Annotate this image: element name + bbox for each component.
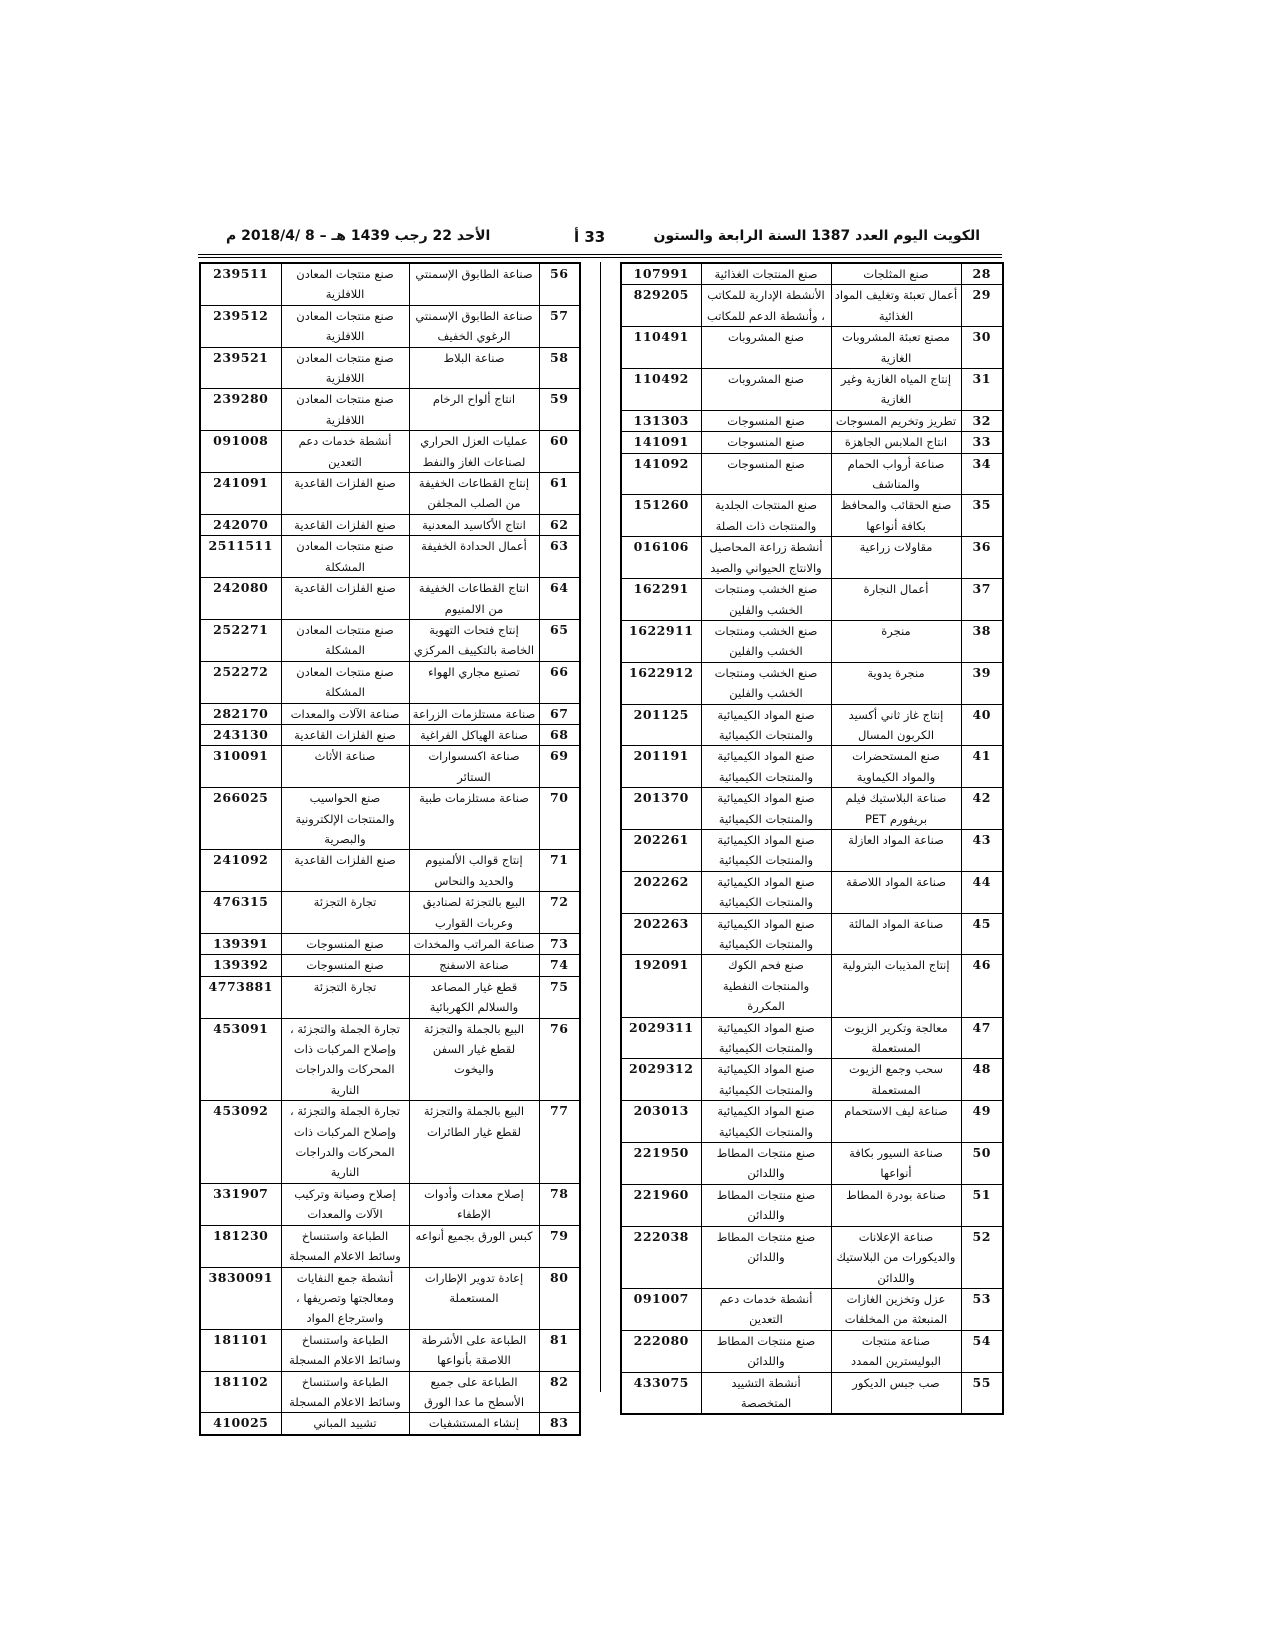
activity-category: صنع منتجات المطاط واللدائن — [701, 1226, 831, 1288]
table-row — [621, 327, 1003, 369]
activity-category: الطباعة واستنساخ وسائط الاعلام المسجلة — [281, 1329, 409, 1371]
activity-code: 201191 — [621, 746, 701, 788]
row-number: 62 — [539, 514, 580, 535]
table-row — [621, 1143, 1003, 1185]
activity-code: 252272 — [200, 661, 281, 703]
activity-category: صنع منتجات المعادن اللافلزية — [281, 305, 409, 347]
activity-category: الطباعة واستنساخ وسائط الاعلام المسجلة — [281, 1371, 409, 1413]
activity-name: البيع بالجملة والتجزئة لقطع غيار الطائرات — [409, 1101, 539, 1184]
table-row — [200, 934, 580, 955]
table-row — [621, 1372, 1003, 1414]
activity-name: صنع الحقائب والمحافظ بكافة أنواعها — [831, 495, 961, 537]
row-number: 32 — [961, 410, 1003, 431]
activity-category: صنع منتجات المطاط واللدائن — [701, 1143, 831, 1185]
activity-code: 202262 — [621, 871, 701, 913]
activity-code: 181101 — [200, 1329, 281, 1371]
activity-category: أنشطة زراعة المحاصيل والانتاج الحيواني والصيد — [701, 537, 831, 579]
table-row — [621, 369, 1003, 411]
row-number: 83 — [539, 1413, 580, 1435]
activity-code: 221960 — [621, 1184, 701, 1226]
row-number: 43 — [961, 829, 1003, 871]
row-number: 78 — [539, 1183, 580, 1225]
activity-name: صناعة بودرة المطاط — [831, 1184, 961, 1226]
activity-name: البيع بالتجزئة لصناديق وعربات القوارب — [409, 892, 539, 934]
row-number: 36 — [961, 537, 1003, 579]
activity-name: صناعة ليف الاستحمام — [831, 1101, 961, 1143]
activity-code: 181102 — [200, 1371, 281, 1413]
activity-name: إصلاح معدات وأدوات الإطفاء — [409, 1183, 539, 1225]
activity-code: 243130 — [200, 724, 281, 745]
table-row — [200, 619, 580, 661]
table-row — [200, 788, 580, 850]
activity-name: البيع بالجملة والتجزئة لقطع غيار السفن واليخوت — [409, 1018, 539, 1101]
row-number: 59 — [539, 389, 580, 431]
activity-category: الطباعة واستنساخ وسائط الاعلام المسجلة — [281, 1225, 409, 1267]
right-table-body — [621, 263, 1003, 1414]
activity-category: تجارة الجملة والتجزئة ، وإصلاح المركبات ذات المحركات والدراجات النارية — [281, 1101, 409, 1184]
table-row — [621, 662, 1003, 704]
table-row — [621, 537, 1003, 579]
table-row — [621, 829, 1003, 871]
row-number: 81 — [539, 1329, 580, 1371]
activity-category: صنع الفلزات القاعدية — [281, 724, 409, 745]
activity-code: 1622911 — [621, 620, 701, 662]
activity-category: صنع المنتجات الجلدية والمنتجات ذات الصلة — [701, 495, 831, 537]
row-number: 42 — [961, 788, 1003, 830]
activity-name: إنتاج القطاعات الخفيفة من الصلب المجلفن — [409, 473, 539, 515]
table-row — [621, 788, 1003, 830]
activity-code: 202261 — [621, 829, 701, 871]
table-row — [621, 1101, 1003, 1143]
table-row — [621, 913, 1003, 955]
row-number: 48 — [961, 1059, 1003, 1101]
row-number: 68 — [539, 724, 580, 745]
activity-category: صنع منتجات المعادن اللافلزية — [281, 347, 409, 389]
table-row — [200, 850, 580, 892]
activity-name: صناعة الطابوق الإسمنتي — [409, 263, 539, 305]
activity-category: صناعة الأثاث — [281, 746, 409, 788]
activity-category: صنع منتجات المعادن المشكلة — [281, 536, 409, 578]
activity-category: صنع المنسوجات — [281, 934, 409, 955]
activities-table-right — [620, 262, 1004, 1415]
activity-code: 241092 — [200, 850, 281, 892]
activity-code: 110492 — [621, 369, 701, 411]
row-number: 49 — [961, 1101, 1003, 1143]
row-number: 77 — [539, 1101, 580, 1184]
activity-name: صناعة مستلزمات الزراعة — [409, 703, 539, 724]
activity-name: الطباعة على الأشرطة اللاصقة بأنواعها — [409, 1329, 539, 1371]
activity-category: صنع المنتجات الغذائية — [701, 263, 831, 285]
row-number: 82 — [539, 1371, 580, 1413]
activity-name: عزل وتخزين الغازات المنبعثة من المخلفات — [831, 1288, 961, 1330]
activity-name: تصنيع مجاري الهواء — [409, 661, 539, 703]
activity-category: صنع الخشب ومنتجات الخشب والفلين — [701, 662, 831, 704]
activity-category: تجارة التجزئة — [281, 976, 409, 1018]
activity-code: 181230 — [200, 1225, 281, 1267]
activity-name: صناعة اكسسوارات الستائر — [409, 746, 539, 788]
activity-name: إعادة تدوير الإطارات المستعملة — [409, 1267, 539, 1329]
activity-name: مقاولات زراعية — [831, 537, 961, 579]
activity-code: 162291 — [621, 579, 701, 621]
activity-category: صنع المواد الكيميائية والمنتجات الكيميائية — [701, 1059, 831, 1101]
activity-category: صنع الفلزات القاعدية — [281, 578, 409, 620]
activity-code: 410025 — [200, 1413, 281, 1435]
activity-code: 107991 — [621, 263, 701, 285]
activity-name: صناعة المراتب والمخدات — [409, 934, 539, 955]
table-row — [200, 1371, 580, 1413]
activity-category: صناعة الآلات والمعدات — [281, 703, 409, 724]
activity-name: إنتاج فتحات التهوية الخاصة بالتكييف المركزي — [409, 619, 539, 661]
activity-code: 110491 — [621, 327, 701, 369]
row-number: 33 — [961, 432, 1003, 453]
activity-category: صنع المواد الكيميائية والمنتجات الكيميائية — [701, 829, 831, 871]
activity-category: صنع منتجات المعادن اللافلزية — [281, 263, 409, 305]
activity-name: معالجة وتكرير الزيوت المستعملة — [831, 1017, 961, 1059]
page-header — [198, 226, 1002, 258]
row-number: 29 — [961, 285, 1003, 327]
table-row — [621, 1017, 1003, 1059]
activity-name: أعمال النجارة — [831, 579, 961, 621]
row-number: 41 — [961, 746, 1003, 788]
activity-code: 091008 — [200, 431, 281, 473]
activity-code: 3830091 — [200, 1267, 281, 1329]
table-row — [200, 347, 580, 389]
activity-name: قطع غيار المصاعد والسلالم الكهربائية — [409, 976, 539, 1018]
row-number: 80 — [539, 1267, 580, 1329]
activity-name: صناعة البلاط — [409, 347, 539, 389]
activity-code: 476315 — [200, 892, 281, 934]
activity-category: أنشطة جمع النفايات ومعالجتها وتصريفها ، واسترجاع المواد — [281, 1267, 409, 1329]
activity-category: صنع منتجات المعادن المشكلة — [281, 661, 409, 703]
activity-code: 139392 — [200, 955, 281, 976]
row-number: 66 — [539, 661, 580, 703]
activity-code: 131303 — [621, 410, 701, 431]
table-row — [621, 263, 1003, 285]
page-number: 33 أ — [574, 228, 606, 246]
activity-name: إنتاج قوالب الألمنيوم والحديد والنحاس — [409, 850, 539, 892]
table-row — [621, 495, 1003, 537]
activity-category: تجارة الجملة والتجزئة ، وإصلاح المركبات ذات المحركات والدراجات النارية — [281, 1018, 409, 1101]
row-number: 56 — [539, 263, 580, 305]
activity-name: صناعة الطابوق الإسمنتي الرغوي الخفيف — [409, 305, 539, 347]
column-divider — [600, 262, 601, 1392]
row-number: 74 — [539, 955, 580, 976]
activity-name: صناعة الاسفنج — [409, 955, 539, 976]
activity-name: سحب وجمع الزيوت المستعملة — [831, 1059, 961, 1101]
row-number: 51 — [961, 1184, 1003, 1226]
activity-category: صنع الفلزات القاعدية — [281, 473, 409, 515]
table-row — [621, 1226, 1003, 1288]
activity-category: صنع فحم الكوك والمنتجات النفطية المكررة — [701, 955, 831, 1017]
row-number: 52 — [961, 1226, 1003, 1288]
table-row — [621, 1288, 1003, 1330]
row-number: 70 — [539, 788, 580, 850]
activity-code: 2029312 — [621, 1059, 701, 1101]
activity-name: صنع المثلجات — [831, 263, 961, 285]
activity-name: صناعة المواد اللاصقة — [831, 871, 961, 913]
activity-name: الطباعة على جميع الأسطح ما عدا الورق — [409, 1371, 539, 1413]
row-number: 75 — [539, 976, 580, 1018]
row-number: 46 — [961, 955, 1003, 1017]
activity-name: صناعة المواد المالئة — [831, 913, 961, 955]
activity-category: صنع المشروبات — [701, 327, 831, 369]
activity-category: صنع الحواسيب والمنتجات الإلكترونية والبصرية — [281, 788, 409, 850]
row-number: 30 — [961, 327, 1003, 369]
table-row — [200, 514, 580, 535]
row-number: 50 — [961, 1143, 1003, 1185]
activity-code: 433075 — [621, 1372, 701, 1414]
row-number: 67 — [539, 703, 580, 724]
table-row — [200, 578, 580, 620]
activity-code: 4773881 — [200, 976, 281, 1018]
activity-name: صب جبس الديكور — [831, 1372, 961, 1414]
activity-name: أعمال الحدادة الخفيفة — [409, 536, 539, 578]
activity-name: انتاج ألواح الرخام — [409, 389, 539, 431]
activity-category: صنع المواد الكيميائية والمنتجات الكيميائية — [701, 1101, 831, 1143]
row-number: 76 — [539, 1018, 580, 1101]
row-number: 57 — [539, 305, 580, 347]
activity-category: صنع المنسوجات — [701, 453, 831, 495]
row-number: 44 — [961, 871, 1003, 913]
activity-code: 239511 — [200, 263, 281, 305]
activity-code: 331907 — [200, 1183, 281, 1225]
activity-code: 201370 — [621, 788, 701, 830]
activity-category: صنع المواد الكيميائية والمنتجات الكيميائية — [701, 1017, 831, 1059]
activity-code: 139391 — [200, 934, 281, 955]
activity-name: إنتاج المياه الغازية وغير الغازية — [831, 369, 961, 411]
row-number: 65 — [539, 619, 580, 661]
row-number: 35 — [961, 495, 1003, 537]
activity-name: منجرة — [831, 620, 961, 662]
activity-category: صنع المواد الكيميائية والمنتجات الكيميائية — [701, 871, 831, 913]
table-row — [200, 1225, 580, 1267]
row-number: 40 — [961, 704, 1003, 746]
activity-category: صنع المنسوجات — [281, 955, 409, 976]
activity-category: أنشطة خدمات دعم التعدين — [701, 1288, 831, 1330]
activity-code: 239280 — [200, 389, 281, 431]
table-row — [200, 1413, 580, 1435]
activity-name: صناعة الهياكل الفراغية — [409, 724, 539, 745]
row-number: 73 — [539, 934, 580, 955]
activity-name: إنتاج غاز ثاني أكسيد الكربون المسال — [831, 704, 961, 746]
activity-name: صنع المستحضرات والمواد الكيماوية — [831, 746, 961, 788]
activity-name: تطريز وتخريم المسوجات — [831, 410, 961, 431]
activity-category: صنع منتجات المطاط واللدائن — [701, 1330, 831, 1372]
activity-code: 829205 — [621, 285, 701, 327]
activity-category: تشييد المباني — [281, 1413, 409, 1435]
row-number: 64 — [539, 578, 580, 620]
activity-category: صنع منتجات المعادن اللافلزية — [281, 389, 409, 431]
table-row — [200, 1018, 580, 1101]
row-number: 31 — [961, 369, 1003, 411]
table-row — [621, 432, 1003, 453]
activity-category: صنع الخشب ومنتجات الخشب والفلين — [701, 620, 831, 662]
table-row — [200, 389, 580, 431]
activity-code: 091007 — [621, 1288, 701, 1330]
activity-name: إنتاج المذيبات البترولية — [831, 955, 961, 1017]
table-row — [200, 431, 580, 473]
table-row — [621, 704, 1003, 746]
table-row — [621, 579, 1003, 621]
row-number: 34 — [961, 453, 1003, 495]
activity-category: صنع المنسوجات — [701, 432, 831, 453]
activity-code: 201125 — [621, 704, 701, 746]
activity-name: صناعة البلاستيك فيلم بريفورم PET — [831, 788, 961, 830]
activity-category: صنع المواد الكيميائية والمنتجات الكيميائية — [701, 913, 831, 955]
row-number: 63 — [539, 536, 580, 578]
activity-code: 242080 — [200, 578, 281, 620]
table-row — [200, 746, 580, 788]
activity-name: صناعة السيور بكافة أنواعها — [831, 1143, 961, 1185]
row-number: 69 — [539, 746, 580, 788]
activity-category: صنع منتجات المعادن المشكلة — [281, 619, 409, 661]
row-number: 55 — [961, 1372, 1003, 1414]
table-row — [621, 453, 1003, 495]
activity-name: انتاج الملابس الجاهزة — [831, 432, 961, 453]
activity-code: 310091 — [200, 746, 281, 788]
activity-name: صناعة الإعلانات والديكورات من البلاستيك واللدائن — [831, 1226, 961, 1288]
activity-category: صنع منتجات المطاط واللدائن — [701, 1184, 831, 1226]
activity-name: صناعة المواد العازلة — [831, 829, 961, 871]
table-row — [200, 724, 580, 745]
table-row — [200, 1267, 580, 1329]
activity-category: صنع المواد الكيميائية والمنتجات الكيميائية — [701, 746, 831, 788]
table-row — [621, 1330, 1003, 1372]
table-row — [200, 892, 580, 934]
table-row — [621, 285, 1003, 327]
activity-name: عمليات العزل الحراري لصناعات الغاز والنفط — [409, 431, 539, 473]
activity-name: انتاج القطاعات الخفيفة من الالمنيوم — [409, 578, 539, 620]
row-number: 47 — [961, 1017, 1003, 1059]
table-row — [200, 976, 580, 1018]
table-row — [200, 661, 580, 703]
activity-code: 241091 — [200, 473, 281, 515]
activity-category: صنع الخشب ومنتجات الخشب والفلين — [701, 579, 831, 621]
left-table-body — [200, 263, 580, 1435]
activity-code: 016106 — [621, 537, 701, 579]
row-number: 45 — [961, 913, 1003, 955]
table-row — [621, 620, 1003, 662]
activity-category: تجارة التجزئة — [281, 892, 409, 934]
row-number: 37 — [961, 579, 1003, 621]
activity-category: أنشطة خدمات دعم التعدين — [281, 431, 409, 473]
activity-category: صنع المشروبات — [701, 369, 831, 411]
activity-code: 221950 — [621, 1143, 701, 1185]
activity-code: 203013 — [621, 1101, 701, 1143]
activity-category: أنشطة التشييد المتخصصة — [701, 1372, 831, 1414]
row-number: 53 — [961, 1288, 1003, 1330]
activity-name: صناعة مستلزمات طبية — [409, 788, 539, 850]
activity-name: منجرة يدوية — [831, 662, 961, 704]
activity-category: صنع الفلزات القاعدية — [281, 850, 409, 892]
table-row — [200, 955, 580, 976]
table-row — [200, 1101, 580, 1184]
table-row — [200, 536, 580, 578]
issue-date: الأحد 22 رجب 1439 هـ – 8 /2018/4 م — [226, 228, 491, 244]
activities-table-left — [199, 262, 581, 1436]
row-number: 72 — [539, 892, 580, 934]
row-number: 71 — [539, 850, 580, 892]
table-row — [621, 410, 1003, 431]
table-row — [200, 703, 580, 724]
activity-category: إصلاح وصيانة وتركيب الآلات والمعدات — [281, 1183, 409, 1225]
activity-code: 453091 — [200, 1018, 281, 1101]
table-row — [200, 473, 580, 515]
activity-name: كبس الورق بجميع أنواعه — [409, 1225, 539, 1267]
table-row — [621, 1059, 1003, 1101]
activity-code: 239512 — [200, 305, 281, 347]
activity-code: 192091 — [621, 955, 701, 1017]
activity-category: الأنشطة الإدارية للمكاتب ، وأنشطة الدعم للمكاتب — [701, 285, 831, 327]
activity-code: 1622912 — [621, 662, 701, 704]
activity-name: إنشاء المستشفيات — [409, 1413, 539, 1435]
activity-code: 266025 — [200, 788, 281, 850]
table-row — [200, 305, 580, 347]
table-row — [621, 1184, 1003, 1226]
activity-code: 141091 — [621, 432, 701, 453]
activity-code: 2029311 — [621, 1017, 701, 1059]
table-row — [200, 263, 580, 305]
table-row — [621, 746, 1003, 788]
activity-code: 222080 — [621, 1330, 701, 1372]
activity-category: صنع المواد الكيميائية والمنتجات الكيميائية — [701, 704, 831, 746]
row-number: 38 — [961, 620, 1003, 662]
row-number: 39 — [961, 662, 1003, 704]
activity-name: مصنع تعبئة المشروبات الغازية — [831, 327, 961, 369]
activity-code: 239521 — [200, 347, 281, 389]
row-number: 28 — [961, 263, 1003, 285]
activity-name: صناعة أرواب الحمام والمناشف — [831, 453, 961, 495]
activity-code: 222038 — [621, 1226, 701, 1288]
activity-code: 151260 — [621, 495, 701, 537]
activity-code: 453092 — [200, 1101, 281, 1184]
table-row — [621, 955, 1003, 1017]
row-number: 54 — [961, 1330, 1003, 1372]
activity-name: أعمال تعبئة وتغليف المواد الغذائية — [831, 285, 961, 327]
table-row — [200, 1183, 580, 1225]
activity-category: صنع المنسوجات — [701, 410, 831, 431]
table-row — [621, 871, 1003, 913]
row-number: 61 — [539, 473, 580, 515]
table-row — [200, 1329, 580, 1371]
activity-category: صنع الفلزات القاعدية — [281, 514, 409, 535]
activity-name: صناعة منتجات البوليسترين الممدد — [831, 1330, 961, 1372]
activity-code: 2511511 — [200, 536, 281, 578]
row-number: 58 — [539, 347, 580, 389]
activity-code: 242070 — [200, 514, 281, 535]
activity-name: انتاج الأكاسيد المعدنية — [409, 514, 539, 535]
publication-title: الكويت اليوم العدد 1387 السنة الرابعة والستون — [653, 228, 980, 244]
activity-code: 202263 — [621, 913, 701, 955]
activity-category: صنع المواد الكيميائية والمنتجات الكيميائية — [701, 788, 831, 830]
activity-code: 282170 — [200, 703, 281, 724]
row-number: 79 — [539, 1225, 580, 1267]
activity-code: 141092 — [621, 453, 701, 495]
activity-code: 252271 — [200, 619, 281, 661]
row-number: 60 — [539, 431, 580, 473]
